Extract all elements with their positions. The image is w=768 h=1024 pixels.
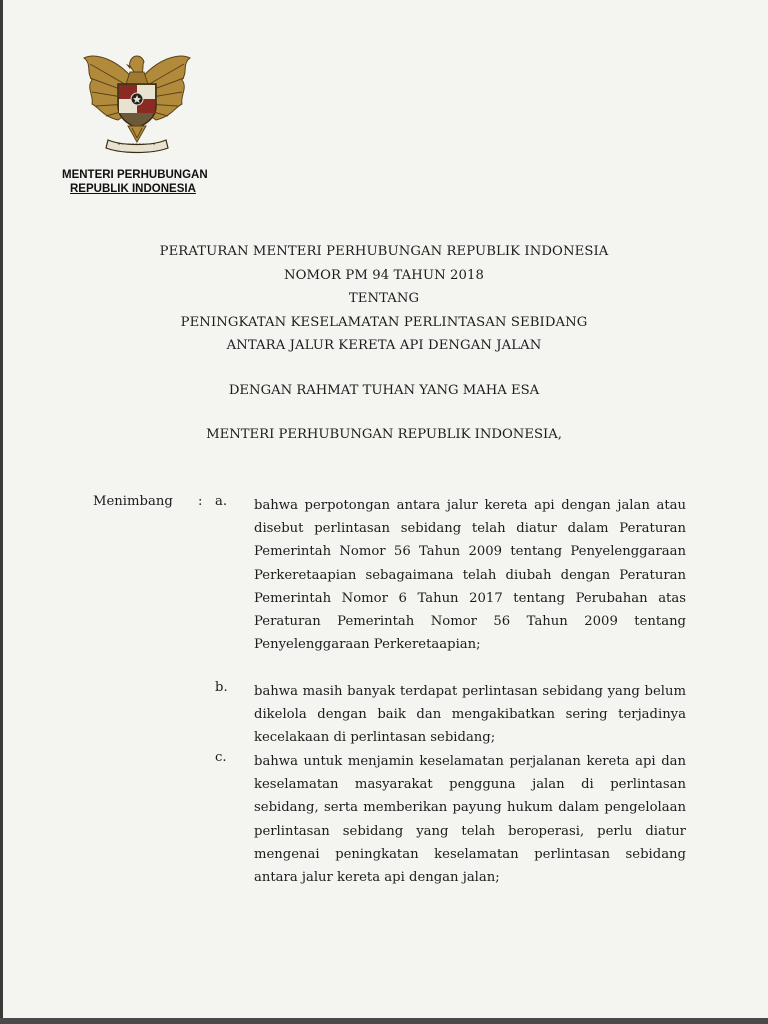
regulation-title (0, 240, 768, 358)
title-line-4: PENINGKATAN KESELAMATAN PERLINTASAN SEBIDANG (180, 314, 588, 330)
item-marker: c. (215, 750, 227, 765)
page-left-edge (0, 0, 3, 1024)
page-bottom-edge (0, 1018, 768, 1024)
blessing-line: DENGAN RAHMAT TUHAN YANG MAHA ESA (228, 383, 540, 398)
title-line-1: PERATURAN MENTERI PERHUBUNGAN REPUBLIK INDONESIA (159, 244, 609, 259)
title-line-5: ANTARA JALUR KERETA API DENGAN JALAN (226, 338, 542, 353)
item-text: bahwa masih banyak terdapat perlintasan sebidang yang belum dikelola dengan baik dan mengakibatkan sering terjadinya kecelakaan di perlintasan sebidang; (254, 684, 686, 746)
item-text: bahwa untuk menjamin keselamatan perjalanan kereta api dan keselamatan masyarakat pengguna jalan di perlintasan sebidang, serta memberikan payung hukum dalam pengelolaan perlintasan sebidang yang telah beroperasi, perlu diatur mengenai peningkatan keselamatan perlintasan sebidang antara jalur kereta api dengan jalan; (254, 754, 686, 886)
item-text: bahwa perpotongan antara jalur kereta api dengan jalan atau disebut perlintasan sebidang telah diatur dalam Peraturan Pemerintah Nomor 56 Tahun 2009 tentang Penyelenggaraan Perkeretaapian sebagaimana telah diubah dengan Peraturan Pemerintah Nomor 6 Tahun 2017 tentang Perubahan atas Peraturan Pemerintah Nomor 56 Tahun 2009 tentang Penyelenggaraan Perkeretaapian; (254, 498, 686, 653)
considering-colon: : (198, 494, 203, 509)
considering-label: Menimbang (93, 494, 173, 509)
ministry-country: REPUBLIK INDONESIA (70, 183, 196, 195)
item-marker: b. (215, 680, 228, 695)
issuer-line: MENTERI PERHUBUNGAN REPUBLIK INDONESIA, (206, 427, 562, 442)
ministry-letterhead (62, 168, 208, 196)
garuda-pancasila-emblem-icon (78, 50, 196, 160)
title-line-2: NOMOR PM 94 TAHUN 2018 (283, 267, 485, 283)
item-marker: a. (215, 494, 228, 509)
ministry-name: MENTERI PERHUBUNGAN (62, 169, 208, 181)
title-line-3: TENTANG (348, 291, 420, 306)
